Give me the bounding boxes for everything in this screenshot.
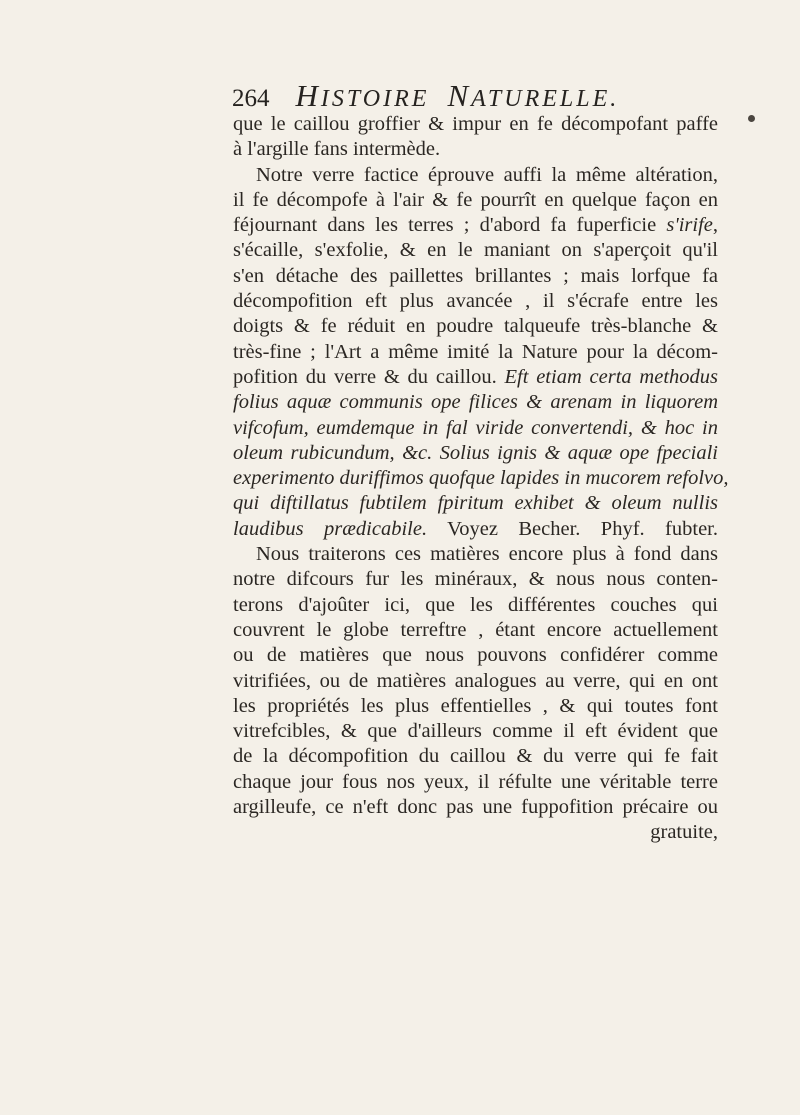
text-line <box>233 264 718 289</box>
text-run: très-fine ; l'Art a même imité la Nature pour la décom- <box>233 340 718 363</box>
text-line <box>233 618 718 643</box>
catchword-line <box>233 820 718 845</box>
italic-text-run: s'irife <box>666 214 713 237</box>
text-run: il fe décompofe à l'air & fe pourrît en quelque façon en <box>233 188 718 211</box>
text-run: pofition du verre & du caillou. <box>233 365 505 388</box>
running-title-rest-1: ISTOIRE <box>320 86 430 112</box>
text-line <box>233 441 718 466</box>
text-line <box>233 744 718 769</box>
text-run: féjournant dans les terres ; d'abord fa fuperficie <box>233 214 667 237</box>
italic-text-run: experimento duriffimos quofque lapides in mucorem refolvo, <box>233 467 729 490</box>
text-line <box>233 643 718 668</box>
text-run: chaque jour fous nos yeux, il réfulte une véritable terre <box>233 770 718 793</box>
text-line <box>233 238 718 263</box>
running-title-rest-2: ATURELLE. <box>471 86 620 112</box>
text-run: notre difcours fur les minéraux, & nous nous conten- <box>233 568 718 591</box>
text-line <box>233 365 718 390</box>
text-run: gratuite, <box>650 821 718 844</box>
text-run: s'écaille, s'exfolie, & en le maniant on s'aperçoit qu'il <box>233 239 718 262</box>
text-line <box>233 112 718 137</box>
text-run: Notre verre factice éprouve auffi la même altération, <box>256 163 718 186</box>
text-line <box>233 770 718 795</box>
text-run: de la décompofition du caillou & du verre qui fe fait <box>233 745 718 768</box>
text-run: Nous traiterons ces matières encore plus à fond dans <box>256 543 718 566</box>
text-run: à l'argille fans intermède. <box>233 138 441 161</box>
text-line <box>233 137 718 162</box>
text-run: , <box>712 214 718 237</box>
running-title-initial-2: N <box>447 78 472 113</box>
text-run: doigts & fe réduit en poudre talqueufe très-blanche & <box>233 315 718 338</box>
text-run: couvrent le globe terreftre , étant encore actuellement <box>233 618 718 641</box>
italic-text-run: vifcofum, eumdemque in fal viride convertendi, & hoc in <box>233 416 718 439</box>
paragraph-start-line <box>233 542 718 567</box>
ink-speck-mark <box>748 115 755 122</box>
text-line <box>233 567 718 592</box>
italic-text-run: Eft etiam certa methodus <box>504 365 718 388</box>
text-line <box>233 795 718 820</box>
text-run: s'en détache des paillettes brillantes ; mais lorfque fa <box>233 264 718 287</box>
running-title <box>296 78 620 114</box>
text-run: décompofition eft plus avancée , il s'écrafe entre les <box>233 290 718 313</box>
text-line <box>233 593 718 618</box>
text-line <box>233 289 718 314</box>
italic-text-run: oleum rubicundum, &c. Solius ignis & aquæ ope fpeciali <box>233 441 718 464</box>
italic-text-run: folius aquæ communis ope filices & arenam in liquorem <box>233 391 718 414</box>
text-line <box>233 517 718 542</box>
paragraph-start-line <box>233 163 718 188</box>
text-run: terons d'ajoûter ici, que les différentes couches qui <box>233 593 718 616</box>
text-line <box>233 213 718 238</box>
text-line <box>233 669 718 694</box>
text-line <box>233 390 718 415</box>
text-line <box>233 719 718 744</box>
body-text <box>233 112 729 846</box>
italic-text-run: qui diftillatus fubtilem fpiritum exhibet & oleum nullis <box>233 492 718 515</box>
text-line <box>233 188 718 213</box>
running-title-initial-1: H <box>295 78 321 113</box>
italic-text-run: laudibus prædicabile. <box>233 517 428 540</box>
text-line <box>233 416 718 441</box>
text-run: les propriétés les plus effentielles , & qui toutes font <box>233 694 718 717</box>
text-line <box>233 314 718 339</box>
page-number: 264 <box>232 85 270 112</box>
text-line <box>233 340 718 365</box>
text-run: vitrifiées, ou de matières analogues au verre, qui en ont <box>233 669 718 692</box>
text-line <box>233 694 718 719</box>
text-run: argilleufe, ce n'eft donc pas une fuppofition précaire ou <box>233 796 718 819</box>
text-line <box>233 466 729 491</box>
text-line <box>233 491 718 516</box>
page-header <box>232 78 619 114</box>
text-run: Voyez Becher. Phyf. fubter. <box>427 517 718 540</box>
text-run: ou de matières que nous pouvons confidérer comme <box>233 644 718 667</box>
text-run: vitrefcibles, & que d'ailleurs comme il eft évident que <box>233 720 718 743</box>
text-run: que le caillou groffier & impur en fe décompofant paffe <box>233 113 718 135</box>
